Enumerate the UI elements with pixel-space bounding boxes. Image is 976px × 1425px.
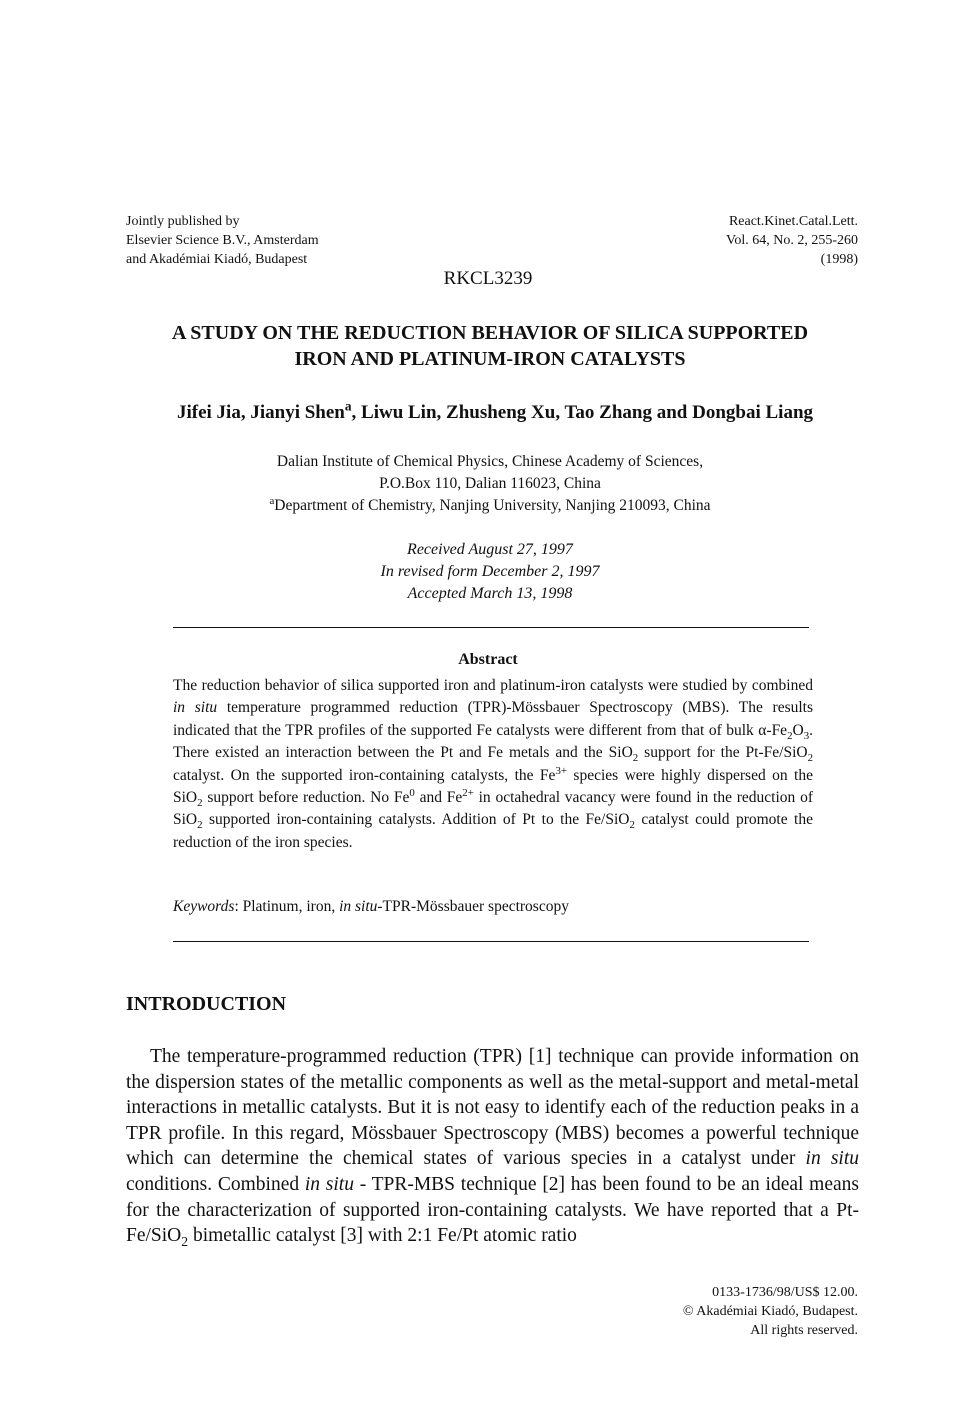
- top-rule: [173, 627, 809, 628]
- author-2-affil-mark: a: [344, 398, 352, 414]
- copyright-footer: [683, 1283, 858, 1340]
- footer-line: 0133-1736/98/US$ 12.00.: [712, 1285, 858, 1300]
- authors-rest: , Liwu Lin, Zhusheng Xu, Tao Zhang and Dongbai Liang: [351, 402, 814, 423]
- header-left-line: Elsevier Science B.V., Amsterdam: [126, 233, 319, 248]
- date-received: Received August 27, 1997: [407, 541, 573, 558]
- date-revised: In revised form December 2, 1997: [380, 563, 600, 580]
- header-right-line: (1998): [820, 252, 858, 267]
- bottom-rule: [173, 941, 809, 942]
- title-line: A STUDY ON THE REDUCTION BEHAVIOR OF SILICA SUPPORTED: [171, 322, 809, 344]
- header-left-line: and Akadémiai Kiadó, Budapest: [126, 252, 308, 267]
- affiliations: [100, 451, 880, 517]
- paper-title: [100, 320, 880, 372]
- author-2: Jianyi Shen: [250, 402, 345, 423]
- affil-line-1: Dalian Institute of Chemical Physics, Chinese Academy of Sciences,: [276, 453, 704, 470]
- history-dates: [100, 539, 880, 605]
- author-1: Jifei Jia,: [176, 402, 251, 423]
- keywords-label: Keywords: [173, 898, 235, 915]
- footer-line: All rights reserved.: [750, 1323, 858, 1338]
- abstract-text: The reduction behavior of silica supported iron and platinum-iron catalysts were studied by combined in situ temperature programmed reduction (TPR)-Mössbauer Spectroscopy (MBS). The results indicated that the TPR profiles of the supported Fe catalysts were different from that of bulk $\alpha-Fe_2O_3$. There existed an interaction between the Pt and Fe metals and the SiO$_2$ support for the Pt-Fe/SiO$_2$ catalyst. On the supported iron-containing catalysts, the $Fe^{3+}$ species were highly dispersed on the SiO$_2$ support before reduction. No Fe$^0$ and $Fe^{2+}$ in octahedral vacancy were found in the reduction of SiO$_2$ supported iron-containing catalysts. Addition of Pt to the Fe/SiO$_2$ catalyst could promote the reduction of the iron species.: [173, 677, 814, 851]
- header-journal: [726, 212, 858, 269]
- header-publisher: [126, 212, 319, 269]
- header-left-line: Jointly published by: [126, 214, 240, 229]
- section-heading-introduction: INTRODUCTION: [126, 993, 287, 1015]
- date-accepted: Accepted March 13, 1998: [407, 585, 573, 602]
- footer-line: © Akadémiai Kiadó, Budapest.: [682, 1304, 858, 1319]
- article-code: RKCL3239: [443, 268, 533, 289]
- header-right-line: Vol. 64, No. 2, 255-260: [726, 233, 858, 248]
- title-line: IRON AND PLATINUM-IRON CATALYSTS: [294, 348, 686, 370]
- introduction-body: [126, 1044, 859, 1249]
- intro-paragraph: The temperature-programmed reduction (TPR) [1] technique can provide information on the dispersion states of the metallic components as well as the metal-support and metal-metal interactions in metallic catalysts. But it is not easy to identify each of the reduction peaks in a TPR profile. In this regard, Mössbauer Spectroscopy (MBS) becomes a powerful technique which can determine the chemical states of various species in a catalyst under in situ conditions. Combined in situ - TPR-MBS technique [2] has been found to be an ideal means for the characterization of supported iron-containing catalysts. We have reported that a Pt-Fe/SiO$_2$ bimetallic catalyst [3] with 2:1 Fe/Pt atomic ratio: [126, 1046, 859, 1250]
- author-list: [130, 400, 860, 425]
- abstract-heading: Abstract: [458, 651, 518, 668]
- header-right-line: React.Kinet.Catal.Lett.: [728, 214, 858, 229]
- affil-line-2: P.O.Box 110, Dalian 116023, China: [379, 475, 601, 492]
- affil-mark: a: [269, 494, 275, 507]
- affil-line-3: $^a$Department of Chemistry, Nanjing University, Nanjing 210093, China: [269, 494, 711, 514]
- keywords: Keywords: Platinum, iron, in situ-TPR-Mössbauer spectroscopy: [173, 898, 569, 915]
